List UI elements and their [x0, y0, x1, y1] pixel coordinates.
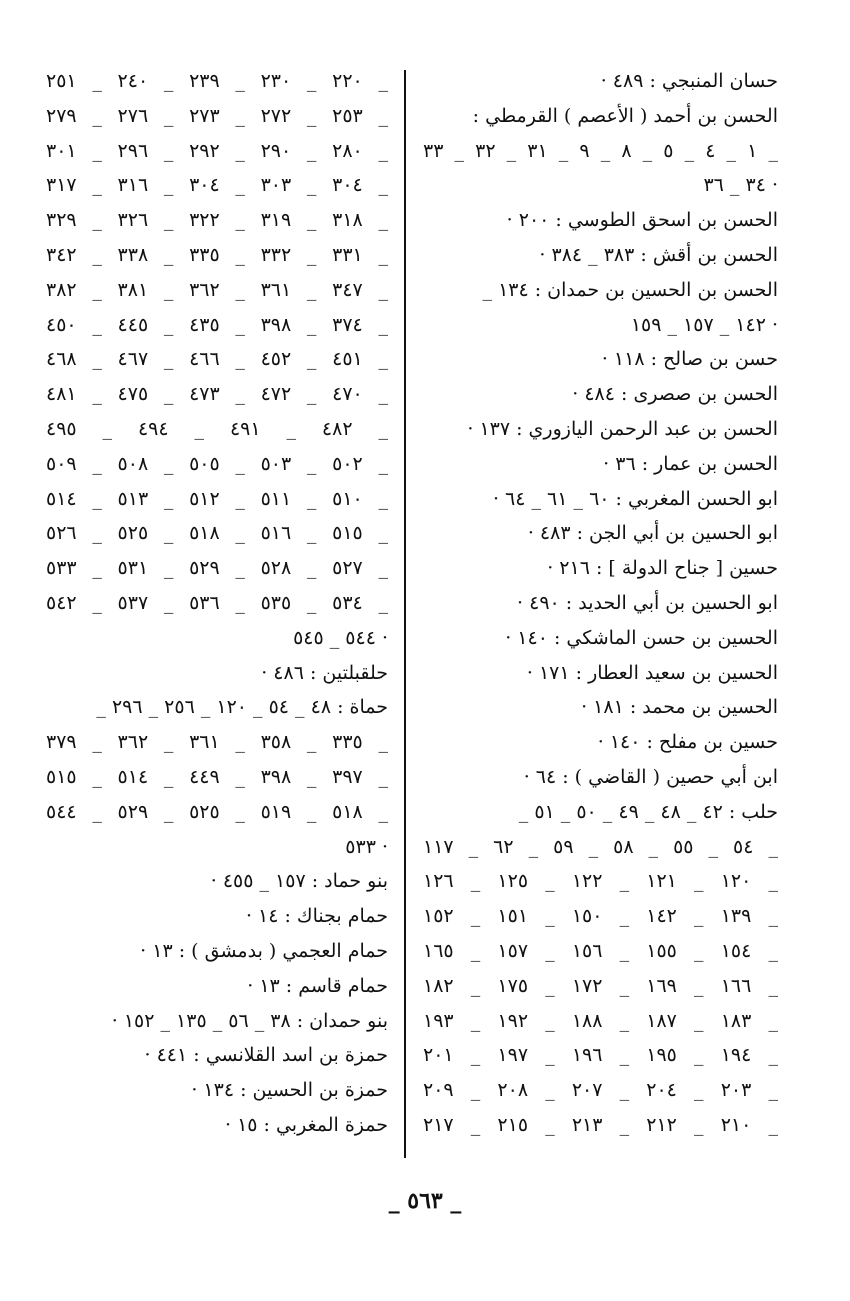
index-line: ٢٥٣ _ ٢٧٢ _ ٢٧٣ _ ٢٧٦ _ ٢٧٩ _ — [46, 104, 388, 127]
index-line: ٥٠٢ _ ٥٠٣ _ ٥٠٥ _ ٥٠٨ _ ٥٠٩ _ — [46, 452, 388, 475]
column-divider — [404, 70, 406, 1158]
index-line: الحسن بن عبد الرحمن اليازوري : ١٣٧ · — [467, 417, 778, 440]
index-line: بنو حمدان : ٣٨ _ ٥٦ _ ١٣٥ _ ١٥٢ · — [111, 1009, 388, 1032]
index-line: الحسين بن سعيد العطار : ١٧١ · — [526, 661, 778, 684]
index-line: ٢٢٠ _ ٢٣٠ _ ٢٣٩ _ ٢٤٠ _ ٢٥١ _ — [46, 70, 388, 92]
index-line: ١٥٤ _ ١٥٥ _ ١٥٦ _ ١٥٧ _ ١٦٥ _ — [423, 939, 778, 962]
index-line: حمزة بن اسد القلانسي : ٤٤١ · — [144, 1044, 388, 1067]
index-line: ابو الحسين بن أبي الحديد : ٤٩٠ · — [517, 591, 778, 614]
index-line: ٤٥١ _ ٤٥٢ _ ٤٦٦ _ ٤٦٧ _ ٤٦٨ _ — [46, 348, 388, 371]
index-line: حماة : ٤٨ _ ٥٤ _ ١٢٠ _ ٢٥٦ _ ٢٩٦ _ — [96, 696, 388, 719]
index-line: حمام بجناك : ١٤ · — [245, 905, 388, 928]
index-line: ٢٠٣ _ ٢٠٤ _ ٢٠٧ _ ٢٠٨ _ ٢٠٩ _ — [423, 1079, 778, 1102]
index-line: ابن أبي حصين ( القاضي ) : ٦٤ · — [523, 765, 778, 788]
index-line: حمام قاسم : ١٣ · — [247, 974, 388, 997]
index-line: ١٨٣ _ ١٨٧ _ ١٨٨ _ ١٩٢ _ ١٩٣ _ — [423, 1009, 778, 1032]
index-line: الحسن بن اسحق الطوسي : ٢٠٠ · — [506, 209, 778, 232]
index-line: الحسين بن محمد : ١٨١ · — [581, 696, 778, 719]
index-line: ١٣٩ _ ١٤٢ _ ١٥٠ _ ١٥١ _ ١٥٢ _ — [423, 905, 778, 928]
index-line: حسين بن مفلح : ١٤٠ · — [597, 731, 778, 754]
index-line: حلقبلتين : ٤٨٦ · — [261, 661, 388, 684]
index-line: ٣٠٤ _ ٣٠٣ _ ٣٠٤ _ ٣١٦ _ ٣١٧ _ — [46, 174, 388, 197]
index-line: الحسن بن صصرى : ٤٨٤ · — [572, 383, 778, 406]
index-line: حسان المنبجي : ٤٨٩ · — [600, 70, 778, 92]
index-line: ٢٨٠ _ ٢٩٠ _ ٢٩٢ _ ٢٩٦ _ ٣٠١ _ — [46, 139, 388, 162]
index-line: الحسن بن عمار : ٣٦ · — [603, 452, 778, 475]
index-column-right — [423, 64, 778, 1143]
index-line: ٥٤ _ ٥٥ _ ٥٨ _ ٥٩ _ ٦٢ _ ١١٧ _ — [423, 835, 778, 858]
index-line: ١٢٠ _ ١٢١ _ ١٢٢ _ ١٢٥ _ ١٢٦ _ — [423, 870, 778, 893]
index-line: ٤٨٢ _ ٤٩١ _ ٤٩٤ _ ٤٩٥ _ — [46, 417, 388, 440]
index-line: ١٤٢ _ ١٥٧ _ ١٥٩ · — [630, 313, 778, 336]
index-line: ٣١٨ _ ٣١٩ _ ٣٢٢ _ ٣٢٦ _ ٣٢٩ _ — [46, 209, 388, 232]
index-line: الحسن بن أقش : ٣٨٣ _ ٣٨٤ · — [539, 243, 778, 266]
index-line: ٥١٨ _ ٥١٩ _ ٥٢٥ _ ٥٢٩ _ ٥٤٤ _ — [46, 800, 388, 823]
index-line: ابو الحسين بن أبي الجن : ٤٨٣ · — [527, 522, 778, 545]
index-line: الحسن بن الحسين بن حمدان : ١٣٤ _ — [482, 278, 778, 301]
index-line: حلب : ٤٢ _ ٤٨ _ ٤٩ _ ٥٠ _ ٥١ _ — [518, 800, 778, 823]
index-line: ٥٤٤ _ ٥٤٥ · — [293, 626, 388, 649]
page-number: _ ٥٦٣ _ — [388, 1188, 462, 1214]
index-line: بنو حماد : ١٥٧ _ ٤٥٥ · — [210, 870, 388, 893]
index-line: حمزة بن الحسين : ١٣٤ · — [191, 1079, 388, 1102]
index-line: حمزة المغربي : ١٥ · — [224, 1113, 388, 1136]
index-line: حسن بن صالح : ١١٨ · — [601, 348, 778, 371]
index-line: ٣٧٤ _ ٣٩٨ _ ٤٣٥ _ ٤٤٥ _ ٤٥٠ _ — [46, 313, 388, 336]
index-line: حسين [ جناح الدولة ] : ٢١٦ · — [547, 557, 778, 580]
index-line: ٣٤٧ _ ٣٦١ _ ٣٦٢ _ ٣٨١ _ ٣٨٢ _ — [46, 278, 388, 301]
index-line: الحسين بن حسن الماشكي : ١٤٠ · — [505, 626, 778, 649]
index-line: ١٦٦ _ ١٦٩ _ ١٧٢ _ ١٧٥ _ ١٨٢ _ — [423, 974, 778, 997]
index-line: ابو الحسن المغربي : ٦٠ _ ٦١ _ ٦٤ · — [492, 487, 778, 510]
index-line: ٥٣٣ · — [345, 835, 388, 858]
index-line: ١ _ ٤ _ ٥ _ ٨ _ ٩ _ ٣١ _ ٣٢ _ ٣٣ _ — [423, 139, 778, 162]
index-line: ٥١٥ _ ٥١٦ _ ٥١٨ _ ٥٢٥ _ ٥٢٦ _ — [46, 522, 388, 545]
index-line: ١٩٤ _ ١٩٥ _ ١٩٦ _ ١٩٧ _ ٢٠١ _ — [423, 1044, 778, 1067]
index-line: ٣٩٧ _ ٣٩٨ _ ٤٤٩ _ ٥١٤ _ ٥١٥ _ — [46, 765, 388, 788]
index-line: ٥٣٤ _ ٥٣٥ _ ٥٣٦ _ ٥٣٧ _ ٥٤٢ _ — [46, 591, 388, 614]
index-line: ٣٣٥ _ ٣٥٨ _ ٣٦١ _ ٣٦٢ _ ٣٧٩ _ — [46, 731, 388, 754]
index-line: ٥١٠ _ ٥١١ _ ٥١٢ _ ٥١٣ _ ٥١٤ _ — [46, 487, 388, 510]
index-line: ٤٧٠ _ ٤٧٢ _ ٤٧٣ _ ٤٧٥ _ ٤٨١ _ — [46, 383, 388, 406]
index-line: ٣٤ _ ٣٦ · — [703, 174, 778, 197]
index-line: حمام العجمي ( بدمشق ) : ١٣ · — [140, 939, 388, 962]
index-line: ٥٢٧ _ ٥٢٨ _ ٥٢٩ _ ٥٣١ _ ٥٣٣ _ — [46, 557, 388, 580]
index-line: ٣٣١ _ ٣٣٢ _ ٣٣٥ _ ٣٣٨ _ ٣٤٢ _ — [46, 243, 388, 266]
index-line: ٢١٠ _ ٢١٢ _ ٢١٣ _ ٢١٥ _ ٢١٧ _ — [423, 1113, 778, 1136]
index-column-left — [46, 64, 388, 1143]
index-line: الحسن بن أحمد ( الأعصم ) القرمطي : — [472, 104, 778, 127]
